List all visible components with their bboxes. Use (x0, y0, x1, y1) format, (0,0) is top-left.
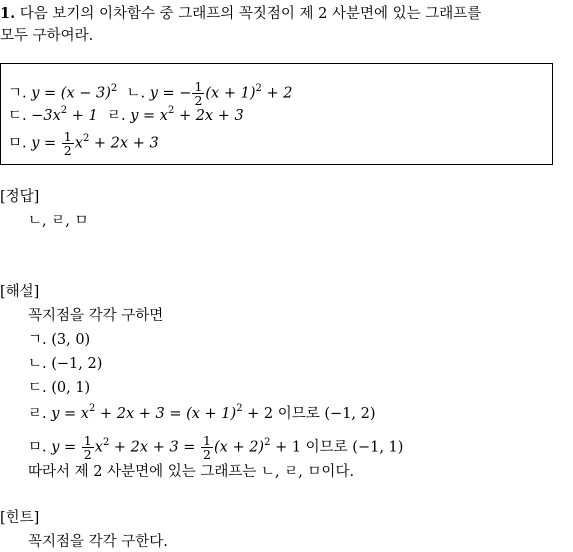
explanation-e-exponent-1: 2 (102, 436, 110, 448)
explanation-e (28, 434, 403, 461)
question-number: 1. (0, 5, 16, 22)
explanation-e-fraction-1: $\frac{1}{2}$ (83, 433, 92, 462)
explanation-e-mid-1: x (94, 439, 103, 456)
explanation-header: [해설] (0, 284, 40, 300)
choice-b-fraction: $\frac{1}{2}$ (194, 79, 203, 108)
hint-header: [힌트] (0, 510, 40, 526)
choice-e-tail: + 2x + 3 (93, 135, 159, 152)
explanation-b: ㄴ. (−1, 2) (28, 356, 103, 372)
choice-row-2 (8, 106, 244, 126)
choice-c-pre: −3x (31, 108, 61, 124)
explanation-d (28, 404, 376, 424)
choice-e-fraction: $\frac{1}{2}$ (63, 129, 72, 158)
explanation-d-exponent-1: 2 (88, 403, 96, 415)
question-line-1 (0, 4, 481, 24)
choice-c-exponent: 2 (60, 105, 68, 117)
explanation-e-label: ㅁ. (28, 439, 47, 456)
choice-b-post: (x + 1) (205, 85, 256, 102)
explanation-e-pre: y = (51, 439, 77, 456)
question-text-1: 다음 보기의 이차함수 중 그래프의 꼭짓점이 제 2 사분면에 있는 그래프를 (19, 6, 482, 22)
choice-b-pre: y = − (149, 85, 192, 102)
choice-c-label: ㄷ. (8, 108, 27, 124)
choice-a-exponent: 2 (110, 82, 118, 94)
choice-d-exponent: 2 (167, 105, 175, 117)
hint-text: 꼭지점을 각각 구한다. (28, 534, 168, 550)
explanation-e-mid-2: + 2x + 3 = (113, 439, 196, 456)
choice-d-tail: + 2x + 3 (178, 108, 244, 124)
explanation-d-exponent-2: 2 (236, 403, 243, 415)
choice-e-label: ㅁ. (8, 135, 27, 152)
explanation-e-mid-3: (x + 2) (214, 439, 265, 456)
explanation-d-tail: + 2 이므로 (−1, 2) (247, 406, 376, 422)
choice-d-pre: y = x (130, 108, 168, 124)
explanation-d-pre: y = x (51, 406, 89, 422)
choice-a-expr: y = (x − 3) (31, 85, 111, 102)
explanation-intro: 꼭지점을 각각 구하면 (28, 308, 164, 324)
choice-e-pre: y = (31, 135, 57, 152)
choice-a-label: ㄱ. (8, 85, 27, 102)
explanation-a: ㄱ. (3, 0) (28, 332, 91, 348)
explanation-e-exponent-2: 2 (264, 436, 271, 448)
explanation-d-label: ㄹ. (28, 406, 47, 422)
choice-c-tail: + 1 (71, 108, 98, 124)
explanation-conclusion: 따라서 제 2 사분면에 있는 그래프는 ㄴ, ㄹ, ㅁ이다. (28, 464, 355, 480)
choice-b-exponent: 2 (255, 82, 262, 94)
explanation-e-tail: + 1 이므로 (−1, 1) (275, 439, 404, 456)
choice-e-post: x (74, 135, 83, 152)
answer-header: [정답] (0, 189, 40, 205)
choice-row-1 (8, 80, 292, 107)
choice-d-label: ㄹ. (106, 108, 126, 124)
explanation-c: ㄷ. (0, 1) (28, 380, 91, 396)
question-text-2: 모두 구하여라. (0, 28, 94, 44)
answer-text: ㄴ, ㄹ, ㅁ (28, 213, 89, 229)
explanation-e-fraction-2: $\frac{1}{2}$ (203, 433, 211, 462)
explanation-d-mid: + 2x + 3 = (x + 1) (99, 406, 237, 422)
choice-e-exponent: 2 (82, 132, 90, 144)
choice-row-3 (8, 130, 159, 157)
choice-b-label: ㄴ. (126, 85, 146, 102)
choice-b-tail: + 2 (266, 85, 293, 102)
